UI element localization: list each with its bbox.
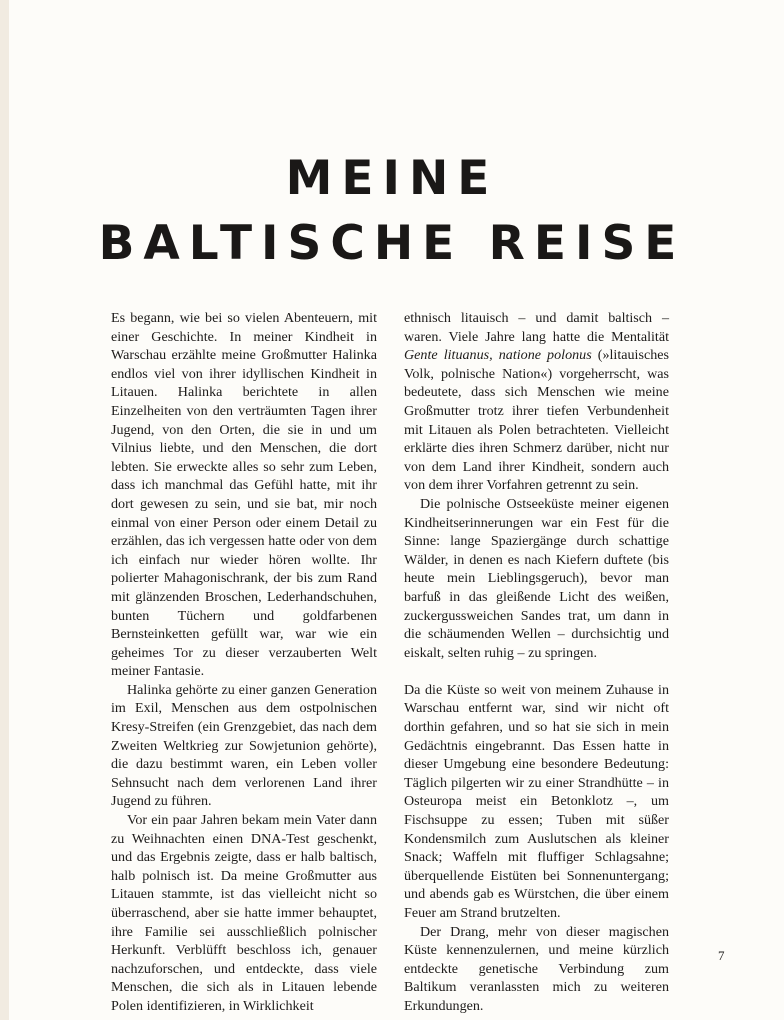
chapter-title-line-2: BALTISCHE REISE (98, 216, 686, 271)
paragraph-mentality (404, 309, 669, 495)
page-number: 7 (718, 948, 725, 963)
latin-phrase: Gente lituanus, natione polonus (404, 347, 592, 364)
chapter-title-line-1: MEINE (285, 151, 499, 206)
chapter-title (0, 146, 784, 276)
paragraph-dna-test: Vor ein paar Jahren bekam mein Vater dann zu Weihnachten einen DNA-Test geschenkt, und das Ergebnis zeigte, dass er halb baltisch, halb polnisch ist. Da meine Großmutter aus Litauen stammte, ist das vielleicht nicht so überraschend, aber sie hatte immer behauptet, ihre Familie sei ausschließlich polnischer Herkunft. Verblüfft beschloss ich, genauer nachzuforschen, und entdeckte, dass viele Menschen, die sich als in Litauen lebende Polen identifizieren, in Wirklichkeit (111, 812, 377, 1014)
paragraph-mentality-start: ethnisch litauisch – und damit baltisch – waren. Viele Jahre lang hatte die Mentalität (404, 310, 669, 345)
paragraph-intro: Es begann, wie bei so vielen Abenteuern, mit einer Geschichte. In meiner Kindheit in Warschau erzählte meine Großmutter Halinka endlos viel von ihrer idyllischen Kindheit in Litauen. Halinka berichtete in allen Einzelheiten von den verträumten Tagen ihrer Jugend, von den Orten, die sie in und um Vilnius liebte, und den Menschen, die dort lebten. Sie erweckte alles so sehr zum Leben, dass ich manchmal das Gefühl hatte, mit ihr dort gewesen zu sein, und sie bat, mir noch einmal von einer Person oder einem Detail zu erzählen, das ich vergessen hatte oder von dem ich einfach nur wieder hören wollte. Ihr polierter Mahagonischrank, der bis zum Rand mit glänzenden Broschen, Lederhandschuhen, bunten Tüchern und goldfarbenen Bernsteinketten gefüllt war, war wie ein geheimes Tor zu dieser verzauberten Welt meiner Fantasie. (111, 310, 377, 680)
paragraph-food-memories: Da die Küste so weit von meinem Zuhause in Warschau entfernt war, sind wir nicht oft dorthin gefahren, und so hat sie sich in mein Gedächtnis eingebrannt. Das Essen hatte in dieser Umgebung eine besondere Bedeutung: Täglich pilgerten wir zu einer Strandhütte – in Osteuropa meist ein Betonklotz –, um Fischsuppe zu essen; Tuben mit süßer Kondensmilch zum Auslutschen als kleiner Snack; Waffeln mit fluffiger Schlagsahne; überquellende Eistüten bei Sonnenuntergang; und abends gab es Würstchen, die über einem Feuer am Strand brutzelten. (404, 681, 669, 921)
paragraph-exploration: Der Drang, mehr von dieser magischen Küste kennenzulernen, und meine kürzlich entdeckte genetische Verbindung zum Baltikum veranlassten mich zu weiteren Erkundungen. (404, 923, 669, 1014)
paragraph-baltic-coast: Die polnische Ostseeküste meiner eigenen Kindheitserinnerungen war ein Fest für die Sinne: lange Spaziergänge durch schattige Wälder, in denen es nach Kiefern duftete (bis heute mein Lieblingsgeruch), bevor man barfuß in das gleißende Licht des weißen, zuckergussweichen Sandes trat, um dann in die schäumenden Wellen – durchsichtig und eiskalt, selten ruhig – zu springen. (404, 495, 669, 661)
paragraph-mentality-end: (»litauisches Volk, polnische Nation«) vorgeherrscht, was bedeutete, dass sich Menschen wie meine Großmutter trotz ihrer tiefen Verbundenheit mit Litauen als Polen betrachteten. Vielleicht erklärte dies ihren Schmerz darüber, nicht nur von dem Land ihrer Kindheit, sondern auch von dem ihrer Vorfahren getrennt zu sein. (404, 347, 669, 494)
text-column-left (111, 309, 377, 1016)
text-column-right (404, 309, 669, 1016)
paragraph-halinka: Halinka gehörte zu einer ganzen Generation im Exil, Menschen aus dem ostpolnischen Kresy-Streifen (ein Grenzgebiet, das nach dem Zweiten Weltkrieg zur Sowjetunion gehörte), die dazu bestimmt waren, ein Leben voller Sehnsucht nach dem verlorenen Land ihrer Jugend zu führen. (111, 681, 377, 810)
